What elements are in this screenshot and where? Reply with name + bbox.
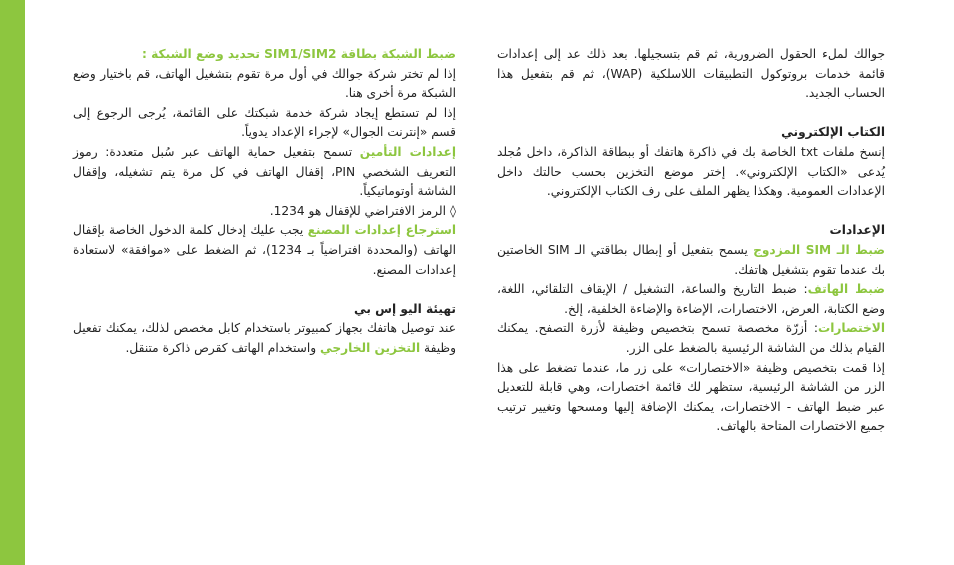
phone-settings-label: ضبط الهاتف [807,282,885,297]
intro-paragraph: جوالك لملء الحقول الضرورية، ثم قم بتسجيلها. بعد ذلك عد إلى إعدادات قائمة خدمات بروتوكول التطبيقات اللاسلكية (WAP)، ثم قم بتفعيل هذا الحساب الجديد. [497,47,886,101]
left-column [73,45,456,359]
ebook-heading: الكتاب الإلكتروني [781,125,885,140]
shortcuts-paragraph [497,319,885,358]
security-label: إعدادات التأمين [359,144,457,159]
shortcuts-label: الاختصارات [817,321,885,336]
usb-text-after: واستخدام الهاتف كقرص ذاكرة متنقل. [125,340,321,355]
diamond-bullet-icon: ◊ [449,203,456,218]
shortcuts-text: : أزرّة مخصصة تسمح بتخصيص وظيفة لأزرة التصفح. يمكنك القيام بذلك من الشاشة الرئيسية بالضغط على الزر. [497,321,885,355]
factory-reset-label: استرجاع إعدادات المصنع [307,223,457,238]
ebook-paragraph: إنسخ ملفات txt الخاصة بك في ذاكرة هاتفك أو ببطاقة الذاكرة، داخل مُجلد يُدعى «الكتاب الإلكتروني». إختر موضع التخزين بحسب حالتك داخل الإعدادات العمومية. وهكذا يظهر الملف على رف الكتاب الإلكتروني. [497,144,885,199]
usb-paragraph [73,319,456,358]
network-paragraph-1: إذا لم تختر شركة جوالك في أول مرة تقوم بتشغيل الهاتف، قم باختيار وضع الشبكة مرة أخرى هنا. [73,66,456,101]
network-paragraph-2: إذا لم تستطع إيجاد شركة خدمة شبكتك على القائمة، يُرجى الرجوع إلى قسم «إنترنت الجوال» لإجراء الإعداد يدوياً. [73,105,456,140]
bullet-text: الرمز الافتراضي للإقفال هو 1234. [269,203,446,218]
usb-highlight: التخزين الخارجي [320,340,421,355]
dual-sim-paragraph [497,241,885,280]
dual-sim-text: يسمح بتفعيل أو إبطال بطاقتي الـ SIM الخاصتين بك عندما تقوم بتشغيل هاتفك. [497,242,885,277]
security-text: تسمح بتفعيل حماية الهاتف عبر سُبل متعددة: رموز التعريف الشخصي PIN، إقفال الهاتف في كل مرة يتم تشغيله، وإقفال الشاشة أوتوماتيكياً. [73,144,456,199]
dual-sim-label: ضبط الـ SIM المزدوج [753,242,885,257]
phone-settings-paragraph [497,280,885,319]
factory-reset-text: يجب عليك إدخال كلمة الدخول الخاصة بإقفال الهاتف (والمحددة افتراضياً بـ 1234)، ثم الضغط على «موافقة» لاستعادة إعدادات المصنع. [73,223,456,277]
phone-settings-text: : ضبط التاريخ والساعة، التشغيل / الإيقاف التلقائي، اللغة، وضع الكتابة، العرض، الاختصارات، الإضاءة والإضاءة الخلفية، إلخ. [497,282,885,316]
settings-heading: الإعدادات [829,223,885,238]
bullet-item [73,202,456,222]
network-heading: ضبط الشبكة بطاقة SIM1/SIM2 تحديد وضع الشبكة : [142,47,456,61]
usb-text-before: عند توصيل هاتفك بجهاز كمبيوتر باستخدام كابل مخصص لذلك، يمكنك تفعيل وظيفة [73,321,456,355]
factory-reset-paragraph [73,221,456,280]
usb-heading: تهيئة اليو إس بي [354,301,456,316]
left-accent-bar [0,0,25,565]
security-paragraph [73,143,456,202]
shortcuts-more-paragraph: إذا قمت بتخصيص وظيفة «الاختصارات» على زر ما، عندما تضغط على هذا الزر من الشاشة الرئيسية، ستظهر لك قائمة اختصارات، وهي قابلة للتعديل عبر ضبط الهاتف - الاختصارات، يمكنك الإضافة إليها ومسحها وتغيير ترتيب جميع الاختصارات المتاحة بالهاتف. [497,360,885,434]
right-column [497,45,885,437]
